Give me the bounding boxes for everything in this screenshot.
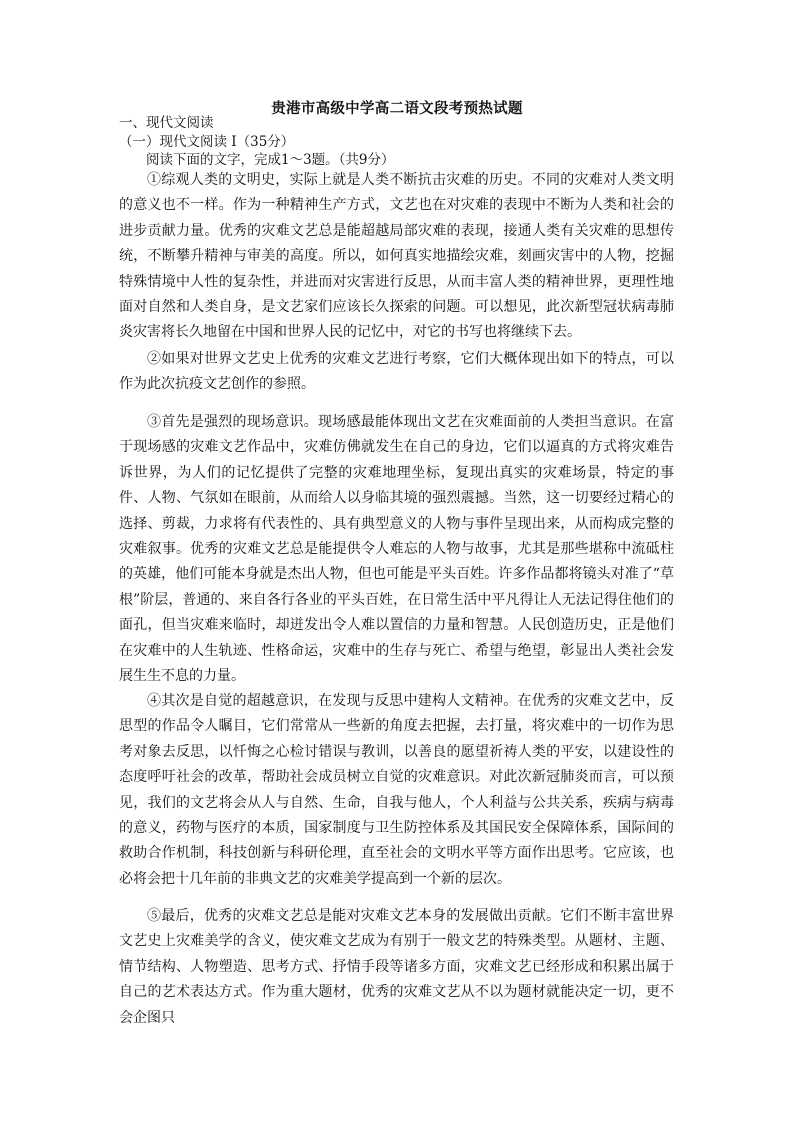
exam-title: 贵港市高级中学高二语文段考预热试题 xyxy=(271,100,523,117)
paragraph-3: ③首先是强烈的现场意识。现场感最能体现出文艺在灾难面前的人类担当意识。在富于现场感的灾难文艺作品中，灾难仿佛就发生在自己的身边，它们以逼真的方式将灾难告诉世界，为人们的记忆提供了完整的灾难地理坐标，复现出真实的灾难场景，特定的事件、人物、气氛如在眼前，从而给人以身临其境的强烈震撼。当然，这一切要经过精心的选择、剪裁，力求将有代表性的、具有典型意义的人物与事件呈现出来，从而构成完整的灾难叙事。优秀的灾难文艺总是能提供令人难忘的人物与故事，尤其是那些堪称中流砥柱的英雄，他们可能本身就是杰出人物，但也可能是平头百姓。许多作品都将镜头对准了“草根”阶层，普通的、来自各行各业的平头百姓，在日常生活中平凡得让人无法记得住他们的面孔，但当灾难来临时，却迸发出令人难以置信的力量和智慧。人民创造历史，正是他们在灾难中的人生轨迹、性格命运，灾难中的生存与死亡、希望与绝望，彰显出人类社会发展生生不息的力量。 xyxy=(119,414,674,685)
paragraph-5: ⑤最后，优秀的灾难文艺总是能对灾难文艺本身的发展做出贡献。它们不断丰富世界文艺史上灾难美学的含义，使灾难文艺成为有别于一般文艺的特殊类型。从题材、主题、情节结构、人物塑造、思考方式、抒情手段等诸多方面，灾难文艺已经形成和积累出属于自己的艺术表达方式。作为重大题材，优秀的灾难文艺从不以为题材就能决定一切，更不会企图只 xyxy=(119,908,674,1026)
section-heading: 一、现代文阅读 xyxy=(119,115,214,131)
paragraph-1: ①综观人类的文明史，实际上就是人类不断抗击灾难的历史。不同的灾难对人类文明的意义也不一样。作为一种精神生产方式，文艺也在对灾难的表现中不断为人类和社会的进步贡献力量。优秀的灾难文艺总是能超越局部灾难的表现，接通人类有关灾难的思想传统，不断攀升精神与审美的高度。所以，如何真实地描绘灾难，刻画灾害中的人物，挖掘特殊情境中人性的复杂性，并进而对灾害进行反思，从而丰富人类的精神世界，更理性地面对自然和人类自身，是文艺家们应该长久探索的问题。可以想见，此次新型冠状病毒肺炎灾害将长久地留在中国和世界人民的记忆中，对它的书写也将继续下去。 xyxy=(119,172,674,341)
paragraph-2: ②如果对世界文艺史上优秀的灾难文艺进行考察，它们大概体现出如下的特点，可以作为此次抗疫文艺创作的参照。 xyxy=(119,351,674,393)
subsection-heading: （一）现代文阅读 I（35分） xyxy=(119,134,295,150)
reading-instruction: 阅读下面的文字，完成1～3题。（共9分） xyxy=(146,152,395,168)
paragraph-4: ④其次是自觉的超越意识，在发现与反思中建构人文精神。在优秀的灾难文艺中，反思型的作品令人瞩目，它们常常从一些新的角度去把握，去打量，将灾难中的一切作为思考对象去反思，以忏悔之心检讨错误与教训，以善良的愿望祈祷人类的平安，以建设性的态度呼吁社会的改革，帮助社会成员树立自觉的灾难意识。对此次新冠肺炎而言，可以预见，我们的文艺将会从人与自然、生命，自我与他人，个人利益与公共关系，疾病与病毒的意义，药物与医疗的本质，国家制度与卫生防控体系及其国民安全保障体系，国际间的救助合作机制，科技创新与科研伦理，直至社会的文明水平等方面作出思考。它应该，也必将会把十几年前的非典文艺的灾难美学提高到一个新的层次。 xyxy=(119,693,674,887)
